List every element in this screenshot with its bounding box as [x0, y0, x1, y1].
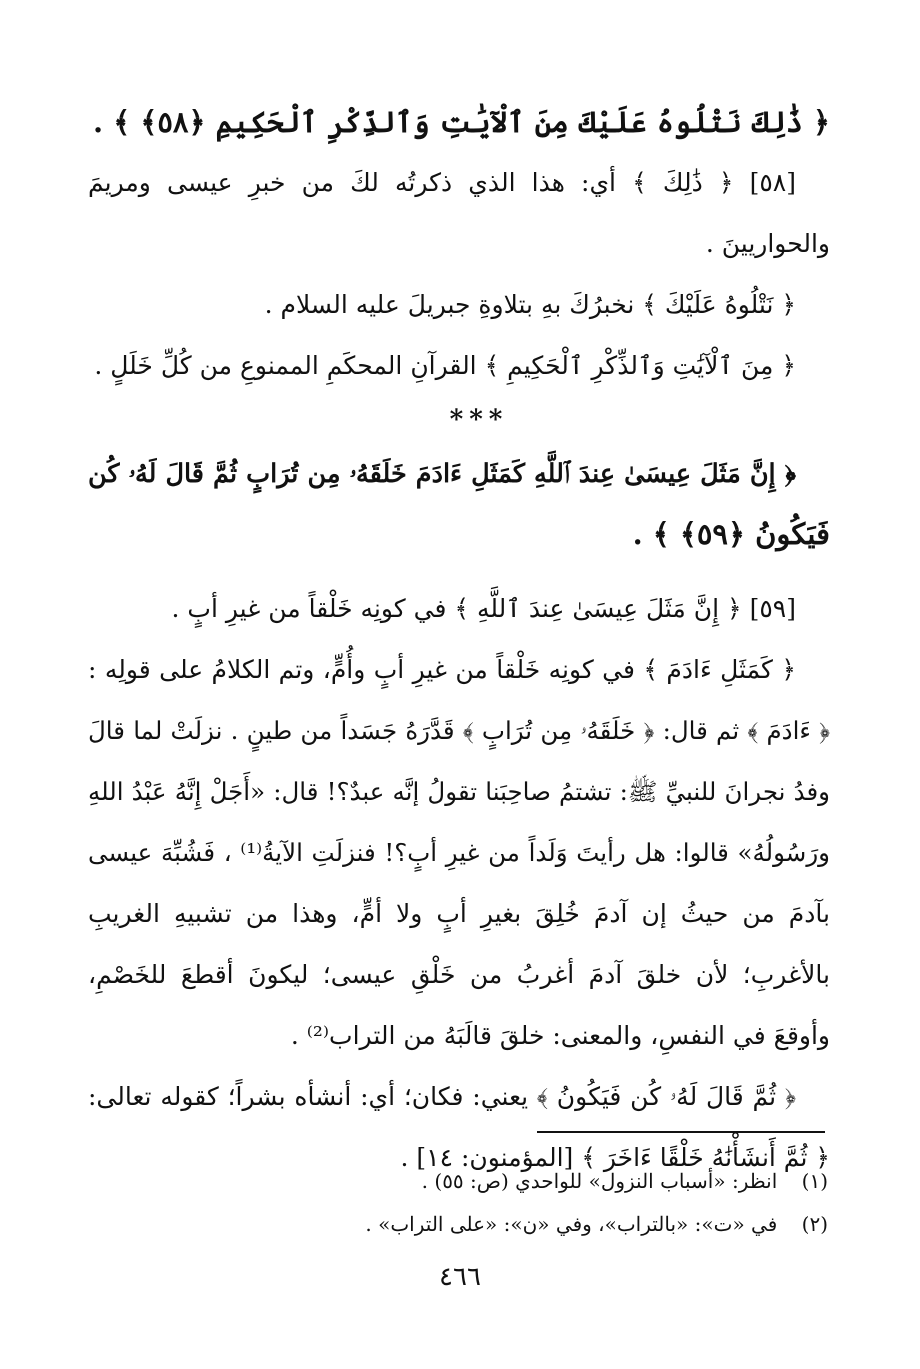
- commentary-line: ﴿ ءَادَمَ ﴾ ثم قال: ﴿ خَلَقَهُۥ مِن تُرَابٍ ﴾ قَدَّرَهُ جَسَداً من طينٍ . نزلَتْ لما قالَ: [88, 716, 830, 745]
- verse-58: ﴿ ذَٰلِكَ نَتْلُوهُ عَلَيْكَ مِنَ ٱلْآيَٰتِ وَٱلذِّكْرِ ٱلْحَكِيمِ ﴿٥٨﴾ ﴾ .: [93, 105, 830, 139]
- commentary-line: بالأغربِ؛ لأن خلقَ آدمَ أغربُ من خَلْقِ عيسى؛ ليكونَ أقطعَ للخَصْمِ،: [88, 960, 830, 989]
- commentary-line: ﴿ ثُمَّ أَنشَأْنَٰهُ خَلْقًا ءَاخَرَ ﴾ [المؤمنون: ١٤] .: [400, 1143, 830, 1172]
- commentary-line: والحواريينَ .: [705, 229, 830, 258]
- footnote-text: انظر: «أسباب النزول» للواحدي (ص: ٥٥) .: [421, 1169, 778, 1193]
- footnote-divider: [537, 1131, 825, 1133]
- footnote-number: (١): [801, 1169, 828, 1193]
- footnote-number: (٢): [801, 1212, 828, 1236]
- commentary-line: ورَسُولُهُ» قالوا: هل رأيتَ وَلَداً من غيرِ أبٍ؟! فنزلَتِ الآيةُ⁽¹⁾ ، فَشُبِّهَ عيسى: [88, 838, 830, 867]
- footnote-2: [128, 1203, 828, 1246]
- commentary-line: ﴿ مِنَ ٱلْآيَٰتِ وَٱلذِّكْرِ ٱلْحَكِيمِ ﴾ القرآنِ المحكَمِ الممنوعِ من كُلِّ خَلَلٍ .: [94, 351, 796, 380]
- commentary-line: ﴿ ثُمَّ قَالَ لَهُۥ كُن فَيَكُونُ ﴾ يعني: فكان؛ أي: أنشأه بشراً؛ كقوله تعالى:: [88, 1082, 796, 1111]
- footnote-1: [128, 1160, 828, 1203]
- commentary-line: وأوقعَ في النفسِ، والمعنى: خلقَ قالَبَهُ من التراب⁽²⁾ .: [290, 1021, 830, 1050]
- commentary-line: [٥٨] ﴿ ذَٰلِكَ ﴾ أي: هذا الذي ذكرتُه لكَ من خبرِ عيسى ومريمَ: [88, 168, 796, 197]
- footnotes: [128, 1160, 828, 1246]
- commentary-line: ﴿ كَمَثَلِ ءَادَمَ ﴾ في كونِه خَلْقاً من غيرِ أبٍ وأُمٍّ، وتم الكلامُ على قولِه :: [88, 655, 796, 684]
- verse-59: ﴿ إِنَّ مَثَلَ عِيسَىٰ عِندَ ٱللَّهِ كَمَثَلِ ءَادَمَ خَلَقَهُۥ مِن تُرَابٍ ثُمَّ قَالَ لَهُۥ كُن: [88, 459, 796, 489]
- main-text: [88, 92, 830, 1188]
- commentary-line: بآدمَ من حيثُ إن آدمَ خُلِقَ بغيرِ أبٍ ولا أمٍّ، وهذا من تشبيهِ الغريبِ: [88, 899, 830, 928]
- section-separator: ***: [449, 405, 509, 435]
- page-number: ٤٦٦: [439, 1262, 481, 1292]
- commentary-line: ﴿ نَتْلُوهُ عَلَيْكَ ﴾ نخبرُكَ بهِ بتلاوةِ جبريلَ عليه السلام .: [264, 290, 796, 319]
- commentary-line: [٥٩] ﴿ إِنَّ مَثَلَ عِيسَىٰ عِندَ ٱللَّهِ ﴾ في كونِه خَلْقاً من غيرِ أبٍ .: [171, 594, 796, 623]
- footnote-text: في «ت»: «بالتراب»، وفي «ن»: «على التراب» .: [365, 1212, 778, 1236]
- commentary-line: وفدُ نجرانَ للنبيِّ ﷺ: تشتمُ صاحِبَنا تقولُ إنَّه عبدٌ؟! قال: «أَجَلْ إِنَّهُ عَبْدُ اللهِ: [88, 777, 830, 806]
- verse-59-end: فَيَكُونُ ﴿٥٩﴾ ﴾ .: [632, 517, 830, 551]
